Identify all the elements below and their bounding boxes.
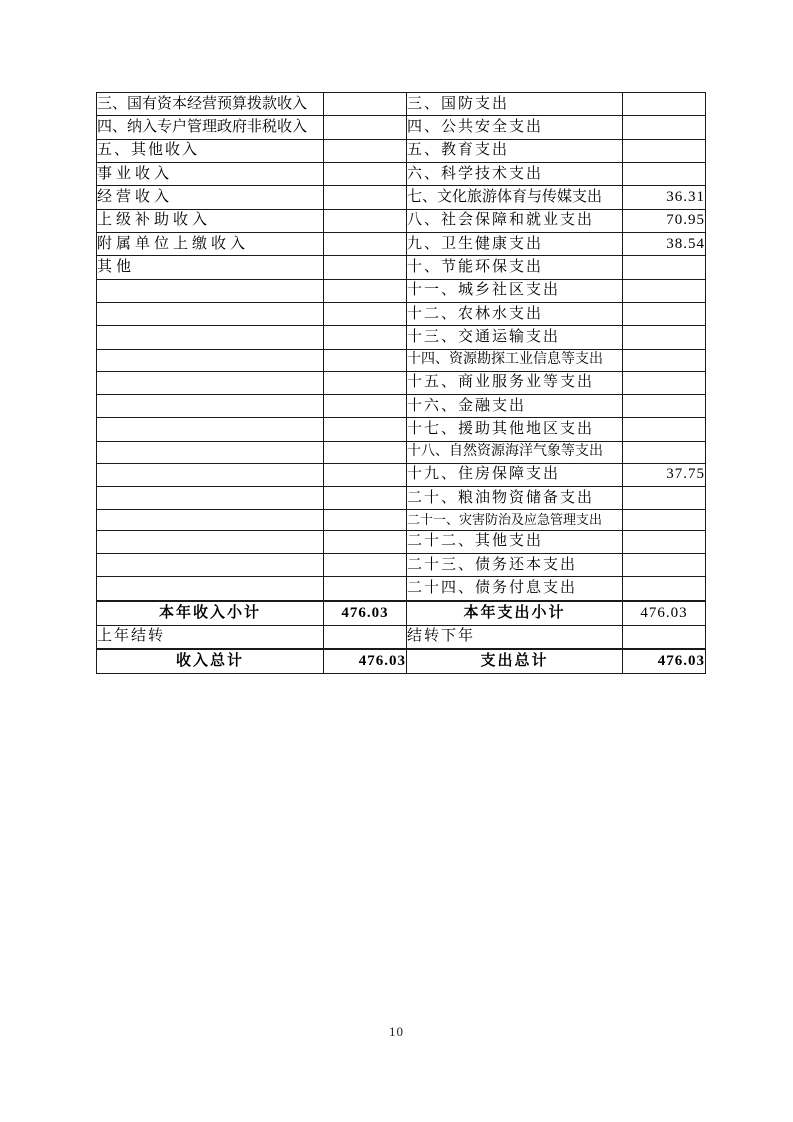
budget-table-body bbox=[97, 93, 706, 674]
expense-value-cell bbox=[623, 530, 706, 553]
table-row bbox=[97, 510, 706, 530]
income-value-cell: 476.03 bbox=[324, 650, 407, 674]
table-row bbox=[97, 554, 706, 577]
table-row bbox=[97, 395, 706, 418]
income-item-cell bbox=[97, 486, 324, 509]
expense-item-cell: 十八、自然资源海洋气象等支出 bbox=[407, 441, 623, 463]
expense-item-cell: 四、公共安全支出 bbox=[407, 116, 623, 139]
income-value-cell bbox=[324, 530, 407, 553]
expense-item-cell: 十四、资源勘探工业信息等支出 bbox=[407, 349, 623, 371]
expense-item-cell: 六、科学技术支出 bbox=[407, 163, 623, 186]
income-value-cell bbox=[324, 510, 407, 530]
income-item-cell: 附属单位上缴收入 bbox=[97, 233, 324, 256]
table-row bbox=[97, 486, 706, 509]
income-item-cell: 五、其他收入 bbox=[97, 139, 324, 162]
income-value-cell bbox=[324, 371, 407, 394]
table-row bbox=[97, 279, 706, 302]
expense-item-cell: 本年支出小计 bbox=[407, 602, 623, 625]
expense-item-cell: 五、教育支出 bbox=[407, 139, 623, 162]
income-item-cell: 事业收入 bbox=[97, 163, 324, 186]
expense-item-cell: 十三、交通运输支出 bbox=[407, 326, 623, 349]
expense-item-cell: 十六、金融支出 bbox=[407, 395, 623, 418]
income-item-cell: 四、纳入专户管理政府非税收入 bbox=[97, 116, 324, 139]
expense-item-cell: 二十三、债务还本支出 bbox=[407, 554, 623, 577]
income-item-cell bbox=[97, 577, 324, 600]
table-row bbox=[97, 116, 706, 139]
expense-value-cell bbox=[623, 625, 706, 648]
expense-value-cell: 70.95 bbox=[623, 209, 706, 232]
income-item-cell bbox=[97, 371, 324, 394]
table-row bbox=[97, 418, 706, 441]
income-item-cell bbox=[97, 349, 324, 371]
expense-item-cell: 十七、援助其他地区支出 bbox=[407, 418, 623, 441]
income-item-cell: 三、国有资本经营预算拨款收入 bbox=[97, 93, 324, 116]
income-value-cell bbox=[324, 326, 407, 349]
income-item-cell bbox=[97, 279, 324, 302]
income-item-cell bbox=[97, 510, 324, 530]
expense-value-cell bbox=[623, 93, 706, 116]
table-row bbox=[97, 530, 706, 553]
table-row bbox=[97, 349, 706, 371]
expense-value-cell: 37.75 bbox=[623, 463, 706, 486]
income-value-cell bbox=[324, 349, 407, 371]
income-value-cell bbox=[324, 256, 407, 279]
expense-value-cell bbox=[623, 116, 706, 139]
table-row bbox=[97, 577, 706, 600]
income-value-cell bbox=[324, 418, 407, 441]
table-row bbox=[97, 256, 706, 279]
income-value-cell bbox=[324, 139, 407, 162]
expense-value-cell bbox=[623, 395, 706, 418]
income-value-cell bbox=[324, 186, 407, 209]
income-item-cell: 收入总计 bbox=[97, 650, 324, 674]
expense-value-cell bbox=[623, 303, 706, 326]
table-row bbox=[97, 186, 706, 209]
expense-item-cell: 二十一、灾害防治及应急管理支出 bbox=[407, 510, 623, 530]
expense-value-cell bbox=[623, 256, 706, 279]
expense-item-cell: 支出总计 bbox=[407, 650, 623, 674]
income-item-cell bbox=[97, 418, 324, 441]
expense-item-cell: 十一、城乡社区支出 bbox=[407, 279, 623, 302]
income-item-cell: 上级补助收入 bbox=[97, 209, 324, 232]
income-value-cell: 476.03 bbox=[324, 602, 407, 625]
expense-item-cell: 十五、商业服务业等支出 bbox=[407, 371, 623, 394]
expense-item-cell: 七、文化旅游体育与传媒支出 bbox=[407, 186, 623, 209]
income-value-cell bbox=[324, 577, 407, 600]
table-row bbox=[97, 441, 706, 463]
table-row bbox=[97, 326, 706, 349]
expense-item-cell: 二十四、债务付息支出 bbox=[407, 577, 623, 600]
expense-value-cell: 476.03 bbox=[623, 650, 706, 674]
table-row bbox=[97, 139, 706, 162]
expense-value-cell bbox=[623, 326, 706, 349]
income-item-cell: 其他 bbox=[97, 256, 324, 279]
income-value-cell bbox=[324, 625, 407, 648]
income-value-cell bbox=[324, 303, 407, 326]
expense-value-cell bbox=[623, 163, 706, 186]
income-item-cell: 上年结转 bbox=[97, 625, 324, 648]
budget-table bbox=[96, 92, 706, 674]
income-item-cell bbox=[97, 463, 324, 486]
expense-item-cell: 三、国防支出 bbox=[407, 93, 623, 116]
table-row bbox=[97, 463, 706, 486]
income-item-cell bbox=[97, 395, 324, 418]
expense-value-cell: 476.03 bbox=[623, 602, 706, 625]
table-row bbox=[97, 233, 706, 256]
table-row bbox=[97, 625, 706, 648]
expense-value-cell bbox=[623, 577, 706, 600]
income-value-cell bbox=[324, 279, 407, 302]
expense-item-cell: 九、卫生健康支出 bbox=[407, 233, 623, 256]
income-item-cell bbox=[97, 303, 324, 326]
income-value-cell bbox=[324, 93, 407, 116]
expense-item-cell: 十九、住房保障支出 bbox=[407, 463, 623, 486]
expense-item-cell: 二十二、其他支出 bbox=[407, 530, 623, 553]
income-value-cell bbox=[324, 209, 407, 232]
expense-item-cell: 十二、农林水支出 bbox=[407, 303, 623, 326]
income-item-cell bbox=[97, 441, 324, 463]
table-row bbox=[97, 303, 706, 326]
income-value-cell bbox=[324, 486, 407, 509]
income-item-cell bbox=[97, 326, 324, 349]
page-number: 10 bbox=[389, 1024, 404, 1039]
income-item-cell bbox=[97, 530, 324, 553]
table-row bbox=[97, 163, 706, 186]
income-value-cell bbox=[324, 463, 407, 486]
table-row bbox=[97, 650, 706, 674]
expense-value-cell bbox=[623, 554, 706, 577]
income-value-cell bbox=[324, 395, 407, 418]
income-item-cell bbox=[97, 554, 324, 577]
expense-value-cell bbox=[623, 349, 706, 371]
table-row bbox=[97, 371, 706, 394]
expense-value-cell bbox=[623, 418, 706, 441]
expense-value-cell bbox=[623, 139, 706, 162]
income-value-cell bbox=[324, 163, 407, 186]
income-item-cell: 经营收入 bbox=[97, 186, 324, 209]
table-row bbox=[97, 209, 706, 232]
income-item-cell: 本年收入小计 bbox=[97, 602, 324, 625]
expense-value-cell: 38.54 bbox=[623, 233, 706, 256]
income-value-cell bbox=[324, 441, 407, 463]
expense-value-cell bbox=[623, 279, 706, 302]
expense-item-cell: 结转下年 bbox=[407, 625, 623, 648]
income-value-cell bbox=[324, 116, 407, 139]
expense-item-cell: 二十、粮油物资储备支出 bbox=[407, 486, 623, 509]
table-row bbox=[97, 93, 706, 116]
expense-value-cell bbox=[623, 510, 706, 530]
expense-item-cell: 八、社会保障和就业支出 bbox=[407, 209, 623, 232]
expense-value-cell bbox=[623, 486, 706, 509]
table-row bbox=[97, 602, 706, 625]
expense-item-cell: 十、节能环保支出 bbox=[407, 256, 623, 279]
income-value-cell bbox=[324, 554, 407, 577]
expense-value-cell: 36.31 bbox=[623, 186, 706, 209]
expense-value-cell bbox=[623, 371, 706, 394]
income-value-cell bbox=[324, 233, 407, 256]
expense-value-cell bbox=[623, 441, 706, 463]
